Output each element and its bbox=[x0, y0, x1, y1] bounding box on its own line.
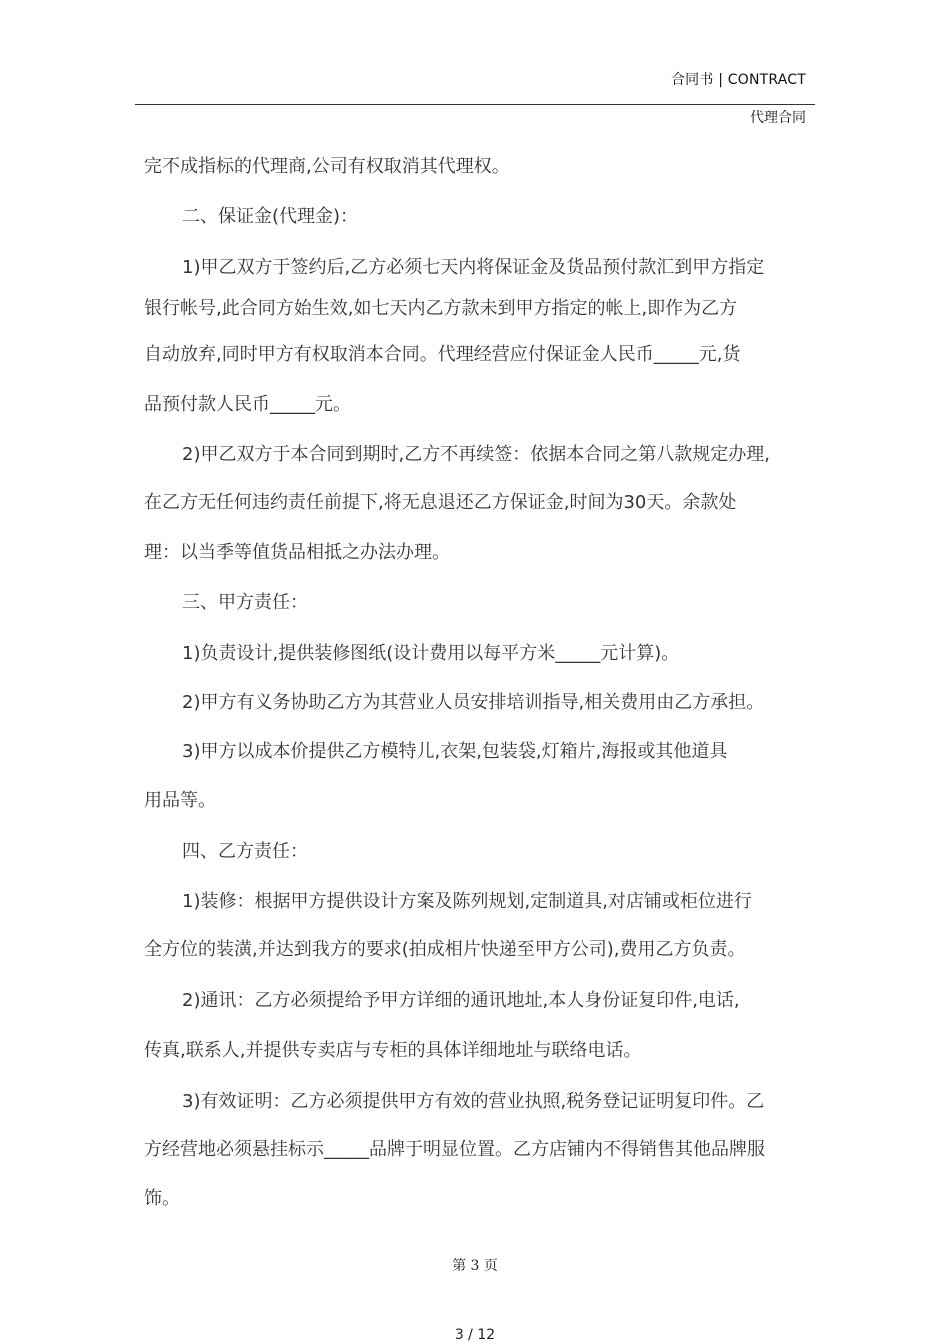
paragraph-line: 1)甲乙双方于签约后,乙方必须七天内将保证金及货品预付款汇到甲方指定 bbox=[182, 257, 765, 278]
paragraph-line: 全方位的装潢,并达到我方的要求(拍成相片快递至甲方公司),费用乙方负责。 bbox=[144, 939, 746, 960]
section-heading: 三、甲方责任： bbox=[182, 592, 308, 613]
paragraph-line: 2)甲方有义务协助乙方为其营业人员安排培训指导,相关费用由乙方承担。 bbox=[182, 692, 765, 713]
paragraph-line: 1)负责设计,提供装修图纸(设计费用以每平方米_____元计算)。 bbox=[182, 643, 680, 664]
header-subtitle: 代理合同 bbox=[750, 110, 806, 126]
paragraph-line: 自动放弃,同时甲方有权取消本合同。代理经营应付保证金人民币_____元,货 bbox=[144, 344, 741, 365]
paragraph-line: 3)有效证明：乙方必须提供甲方有效的营业执照,税务登记证明复印件。乙 bbox=[182, 1091, 765, 1112]
header-rule bbox=[135, 104, 815, 105]
paragraph-line: 理：以当季等值货品相抵之办法办理。 bbox=[144, 542, 450, 563]
paragraph-line: 品预付款人民币_____元。 bbox=[144, 394, 351, 415]
paragraph-line: 2)甲乙双方于本合同到期时,乙方不再续签：依据本合同之第八款规定办理, bbox=[182, 444, 770, 465]
paragraph-line: 银行帐号,此合同方始生效,如七天内乙方款未到甲方指定的帐上,即作为乙方 bbox=[144, 298, 738, 319]
paragraph-line: 完不成指标的代理商,公司有权取消其代理权。 bbox=[144, 156, 510, 177]
paragraph-line: 传真,联系人,并提供专卖店与专柜的具体详细地址与联络电话。 bbox=[144, 1040, 642, 1061]
paragraph-line: 用品等。 bbox=[144, 790, 216, 811]
page-number-label: 第 3 页 bbox=[452, 1258, 498, 1274]
paragraph-line: 饰。 bbox=[144, 1188, 180, 1209]
paragraph-line: 方经营地必须悬挂标示_____品牌于明显位置。乙方店铺内不得销售其他品牌服 bbox=[144, 1139, 765, 1160]
header-title: 合同书 | CONTRACT bbox=[670, 72, 806, 88]
paragraph-line: 3)甲方以成本价提供乙方模特儿,衣架,包装袋,灯箱片,海报或其他道具 bbox=[182, 741, 728, 762]
paragraph-line: 在乙方无任何违约责任前提下,将无息退还乙方保证金,时间为30天。余款处 bbox=[144, 492, 737, 513]
paragraph-line: 1)装修：根据甲方提供设计方案及陈列规划,定制道具,对店铺或柜位进行 bbox=[182, 891, 752, 912]
section-heading: 二、保证金(代理金)： bbox=[182, 206, 359, 227]
page-counter: 3 / 12 bbox=[454, 1327, 496, 1343]
section-heading: 四、乙方责任： bbox=[182, 841, 308, 862]
paragraph-line: 2)通讯：乙方必须提给予甲方详细的通讯地址,本人身份证复印件,电话, bbox=[182, 990, 740, 1011]
